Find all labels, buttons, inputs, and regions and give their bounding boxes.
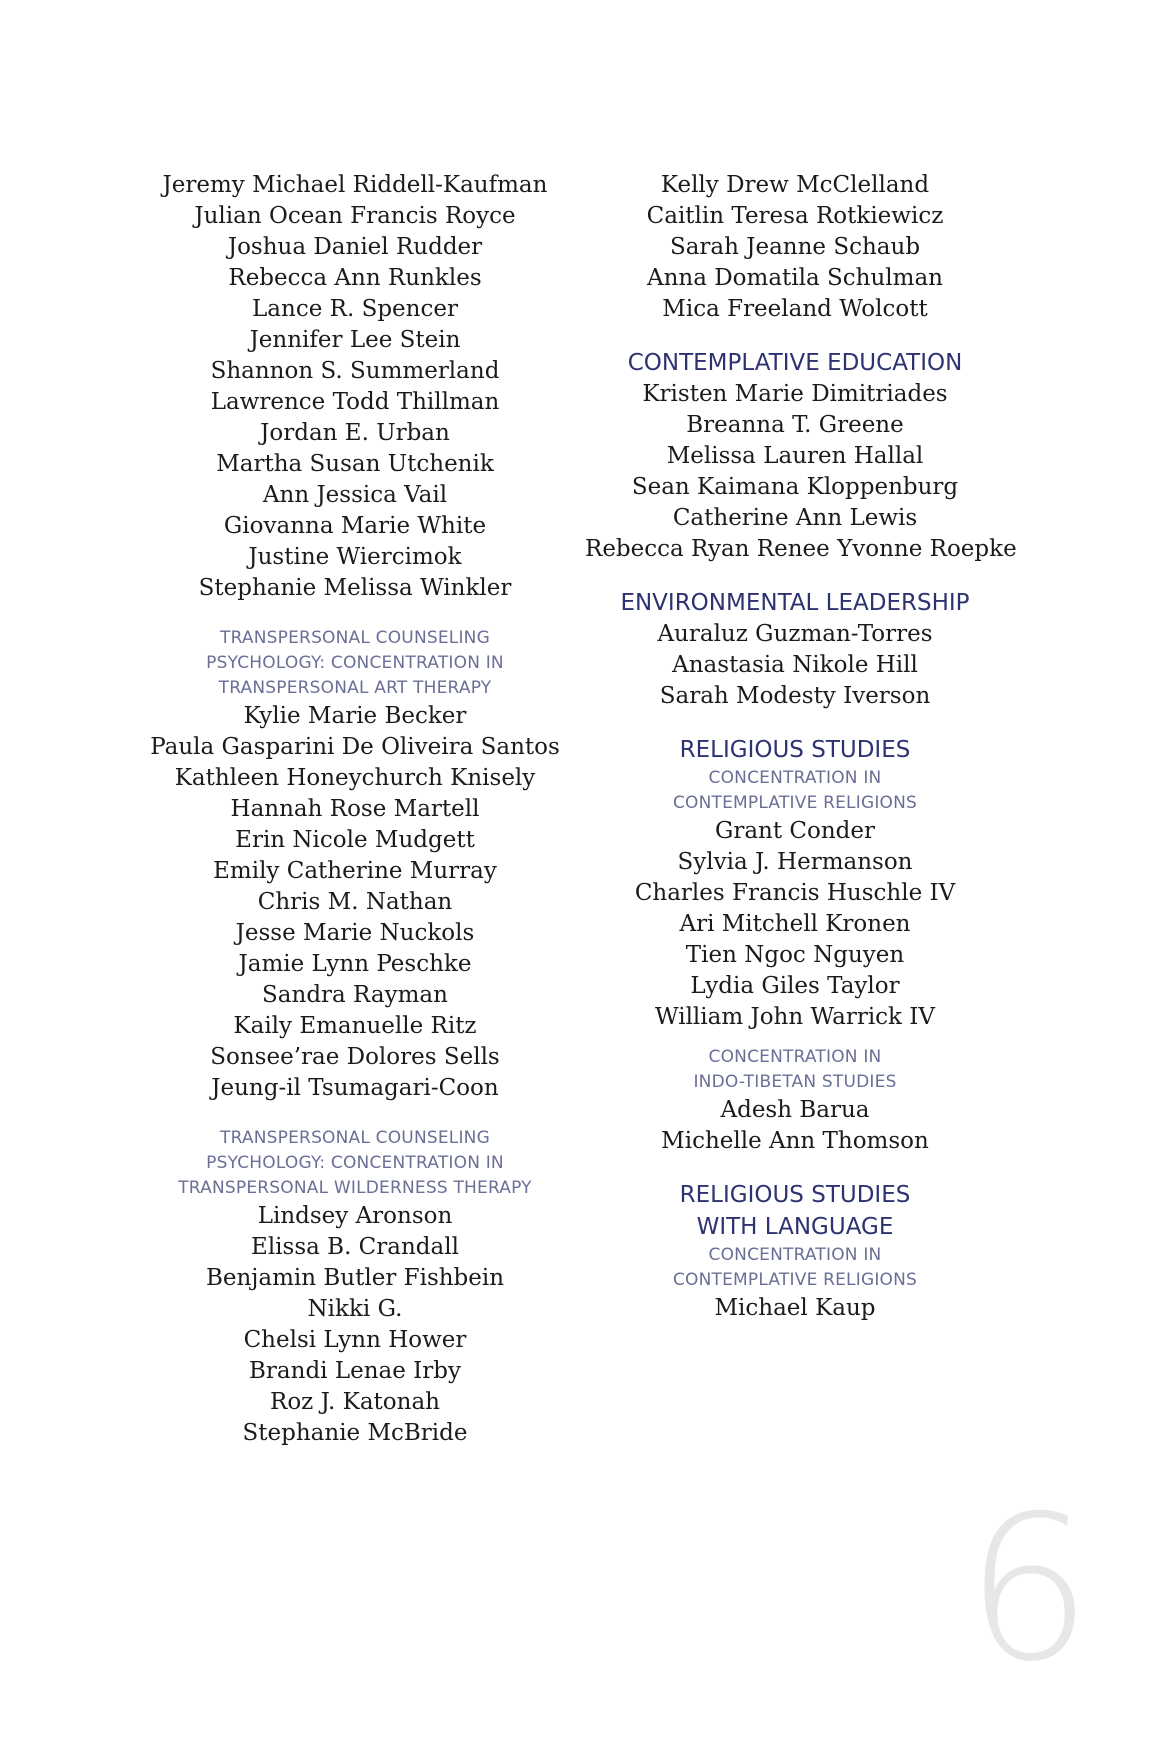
- spacer: [585, 565, 1005, 587]
- name-item: Sean Kaimana Kloppenburg: [631, 474, 959, 500]
- name-item: Melissa Lauren Hallal: [666, 443, 924, 469]
- name-item: Justine Wiercimok: [248, 544, 462, 570]
- name-item: Elissa B. Crandall: [251, 1234, 459, 1260]
- section-religious-studies: [585, 734, 1005, 1157]
- name-item: Lydia Giles Taylor: [690, 973, 900, 999]
- name-item: Stephanie McBride: [242, 1420, 468, 1446]
- section-heading-line: WITH LANGUAGE: [696, 1214, 894, 1240]
- name-item: Jeremy Michael Riddell-Kaufman: [162, 172, 548, 198]
- subsection-heading-line: INDO-TIBETAN STUDIES: [693, 1072, 897, 1092]
- name-item: Shannon S. Summerland: [210, 358, 500, 384]
- name-item: Chris M. Nathan: [257, 889, 453, 915]
- subsection-heading-line: CONCENTRATION IN: [708, 1245, 882, 1265]
- name-item: Kathleen Honeychurch Knisely: [174, 765, 536, 791]
- subsection-heading-line: CONTEMPLATIVE RELIGIONS: [672, 793, 918, 813]
- name-item: Chelsi Lynn Hower: [243, 1327, 467, 1353]
- name-item: Ann Jessica Vail: [262, 482, 448, 508]
- name-item: Brandi Lenae Irby: [249, 1358, 461, 1384]
- name-item: Caitlin Teresa Rotkiewicz: [646, 203, 944, 229]
- name-item: Kaily Emanuelle Ritz: [233, 1013, 477, 1039]
- right-names-top: [585, 170, 1005, 325]
- name-item: Martha Susan Utchenik: [216, 451, 494, 477]
- subsection-heading-line: CONTEMPLATIVE RELIGIONS: [672, 1270, 918, 1290]
- section-heading-line: TRANSPERSONAL ART THERAPY: [218, 678, 492, 698]
- spacer: [585, 1033, 1005, 1045]
- name-item: Adesh Barua: [720, 1097, 870, 1123]
- subsection-heading-line: CONCENTRATION IN: [708, 1047, 882, 1067]
- spacer: [130, 1104, 580, 1126]
- spacer: [585, 1157, 1005, 1179]
- name-item: Jordan E. Urban: [260, 420, 450, 446]
- name-item: Julian Ocean Francis Royce: [194, 203, 516, 229]
- name-item: Anna Domatila Schulman: [646, 265, 943, 291]
- subsection-heading-line: CONCENTRATION IN: [708, 768, 882, 788]
- name-item: Jennifer Lee Stein: [249, 327, 461, 353]
- name-item: Benjamin Butler Fishbein: [205, 1265, 505, 1291]
- spacer: [585, 712, 1005, 734]
- name-item: Lindsey Aronson: [257, 1203, 453, 1229]
- name-item: Jesse Marie Nuckols: [235, 920, 475, 946]
- section-heading-line: TRANSPERSONAL COUNSELING: [220, 628, 490, 648]
- section-wilderness-therapy: [130, 1126, 580, 1449]
- spacer: [130, 604, 580, 626]
- left-names-top: [130, 170, 580, 604]
- section-heading: ENVIRONMENTAL LEADERSHIP: [620, 590, 970, 616]
- name-item: Giovanna Marie White: [223, 513, 487, 539]
- name-item: Auraluz Guzman-Torres: [657, 621, 933, 647]
- name-item: Sarah Modesty Iverson: [659, 683, 931, 709]
- name-item: Tien Ngoc Nguyen: [685, 942, 905, 968]
- section-heading-line: TRANSPERSONAL COUNSELING: [220, 1128, 490, 1148]
- name-item: Michelle Ann Thomson: [661, 1128, 929, 1154]
- name-item: Nikki G.: [307, 1296, 403, 1322]
- section-religious-studies-language: [585, 1179, 1005, 1324]
- name-item: Kylie Marie Becker: [243, 703, 467, 729]
- section-heading-line: TRANSPERSONAL WILDERNESS THERAPY: [178, 1178, 532, 1198]
- section-environmental-leadership: [585, 587, 1005, 712]
- name-item: Kristen Marie Dimitriades: [642, 381, 948, 407]
- left-column: [130, 170, 580, 1449]
- name-item: Rebecca Ryan Renee Yvonne Roepke: [585, 536, 1017, 562]
- name-item: Catherine Ann Lewis: [672, 505, 918, 531]
- name-item: Lance R. Spencer: [252, 296, 458, 322]
- section-heading: CONTEMPLATIVE EDUCATION: [627, 350, 963, 376]
- section-contemplative-education: [585, 347, 1017, 565]
- name-item: Hannah Rose Martell: [230, 796, 480, 822]
- name-item: Jamie Lynn Peschke: [238, 951, 472, 977]
- name-item: Stephanie Melissa Winkler: [198, 575, 512, 601]
- name-item: Jeung-il Tsumagari-Coon: [211, 1075, 499, 1101]
- name-item: Michael Kaup: [714, 1295, 876, 1321]
- name-item: Mica Freeland Wolcott: [662, 296, 928, 322]
- right-column: [585, 170, 1017, 1324]
- section-heading: RELIGIOUS STUDIES: [679, 737, 911, 763]
- section-heading-line: PSYCHOLOGY: CONCENTRATION IN: [206, 1153, 504, 1173]
- name-item: Sarah Jeanne Schaub: [669, 234, 921, 260]
- name-item: Ari Mitchell Kronen: [679, 911, 911, 937]
- section-heading-line: PSYCHOLOGY: CONCENTRATION IN: [206, 653, 504, 673]
- name-item: Breanna T. Greene: [686, 412, 904, 438]
- section-heading-line: RELIGIOUS STUDIES: [679, 1182, 911, 1208]
- name-item: Rebecca Ann Runkles: [228, 265, 482, 291]
- name-item: William John Warrick IV: [654, 1004, 936, 1030]
- name-item: Sandra Rayman: [262, 982, 448, 1008]
- name-item: Sonsee’rae Dolores Sells: [210, 1044, 500, 1070]
- name-item: Grant Conder: [714, 818, 876, 844]
- section-art-therapy: [130, 626, 580, 1104]
- name-item: Roz J. Katonah: [270, 1389, 440, 1415]
- name-item: Emily Catherine Murray: [213, 858, 497, 884]
- name-item: Charles Francis Huschle IV: [634, 880, 956, 906]
- name-item: Kelly Drew McClelland: [660, 172, 930, 198]
- spacer: [585, 325, 1005, 347]
- name-item: Joshua Daniel Rudder: [227, 234, 483, 260]
- name-item: Sylvia J. Hermanson: [677, 849, 913, 875]
- page-number: 6: [965, 1473, 1093, 1706]
- name-item: Erin Nicole Mudgett: [235, 827, 475, 853]
- name-item: Anastasia Nikole Hill: [672, 652, 918, 678]
- name-item: Paula Gasparini De Oliveira Santos: [150, 734, 560, 760]
- name-item: Lawrence Todd Thillman: [210, 389, 500, 415]
